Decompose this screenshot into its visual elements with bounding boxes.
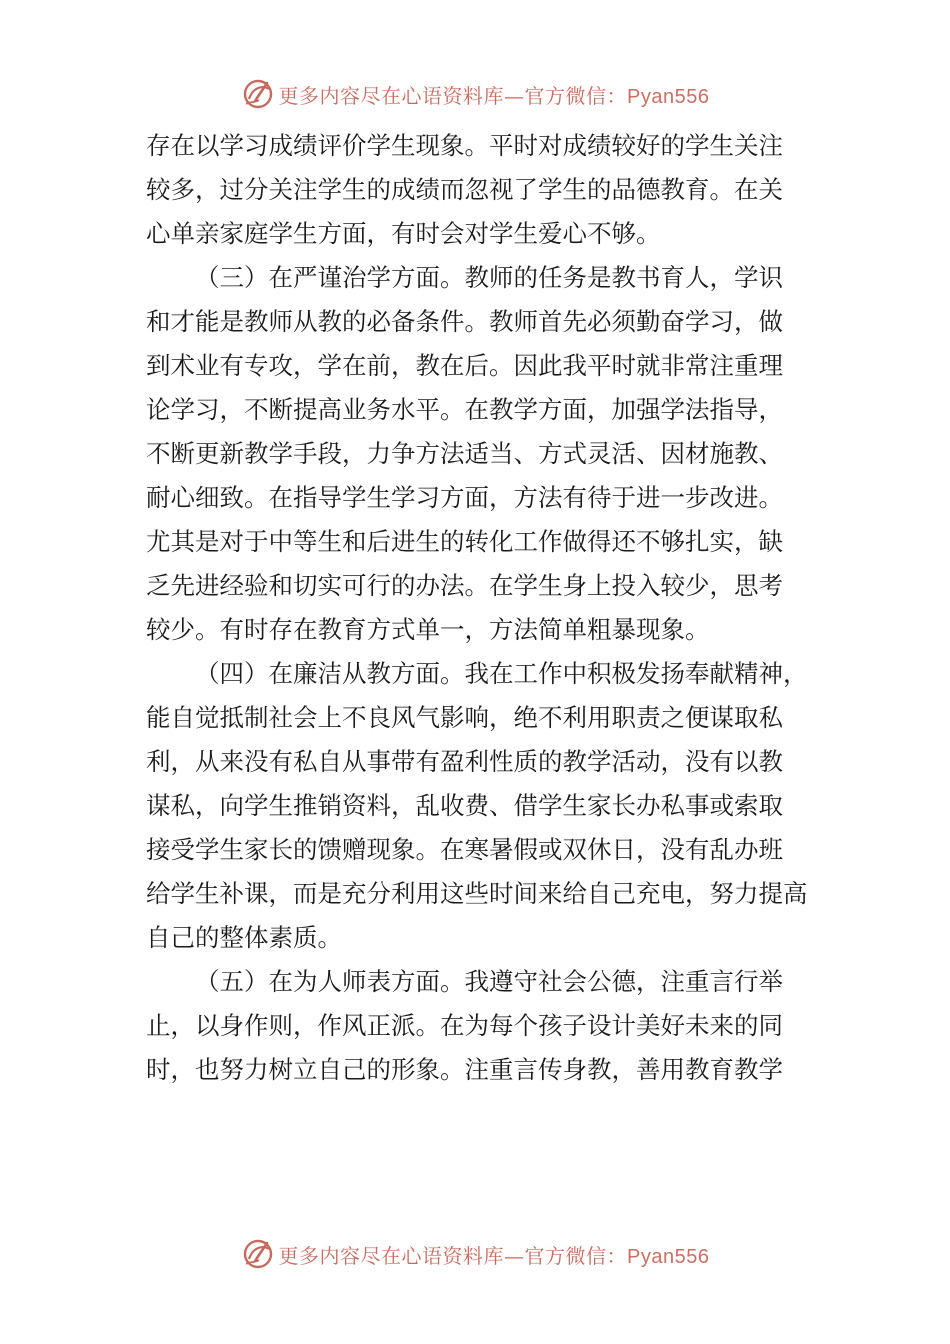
watermark-text: 更多内容尽在心语资料库—官方微信：Pyan556 [278,1243,710,1268]
text-line: 尤其是对于中等生和后进生的转化工作做得还不够扎实，缺 [146,527,783,556]
text-line: 存在以学习成绩评价学生现象。平时对成绩较好的学生关注 [146,131,783,160]
brand-logo-icon [241,77,275,111]
text-line: 到术业有专攻，学在前，教在后。因此我平时就非常注重理 [146,351,783,380]
text-line: 能自觉抵制社会上不良风气影响，绝不利用职责之便谋取私 [146,703,783,732]
text-line: 较少。有时存在教育方式单一，方法简单粗暴现象。 [146,615,710,644]
text-line: （三）在严谨治学方面。教师的任务是教书育人，学识 [195,263,783,292]
text-line: 谋私，向学生推销资料，乱收费、借学生家长办私事或索取 [146,791,783,820]
text-line: 接受学生家长的馈赠现象。在寒暑假或双休日，没有乱办班 [146,835,783,864]
wechat-id: Pyan556 [627,85,710,108]
text-line: 心单亲家庭学生方面，有时会对学生爱心不够。 [146,219,661,248]
brand-logo-icon [241,1237,275,1271]
text-line: 耐心细致。在指导学生学习方面，方法有待于进一步改进。 [146,483,783,512]
text-line: 不断更新教学手段，力争方法适当、方式灵活、因材施教、 [146,439,783,468]
text-line: 利，从来没有私自从事带有盈利性质的教学活动，没有以教 [146,747,783,776]
text-line: 较多，过分关注学生的成绩而忽视了学生的品德教育。在关 [146,175,783,204]
document-body [146,124,826,1092]
text-line: 时，也努力树立自己的形象。注重言传身教，善用教育教学 [146,1055,783,1084]
text-line: 给学生补课，而是充分利用这些时间来给自己充电，努力提高 [146,879,808,908]
text-line: （四）在廉洁从教方面。我在工作中积极发扬奉献精神， [195,659,808,688]
footer-watermark [0,1232,950,1276]
wechat-id: Pyan556 [627,1245,710,1268]
text-line: （五）在为人师表方面。我遵守社会公德，注重言行举 [195,967,783,996]
text-line: 自己的整体素质。 [146,923,342,952]
text-line: 乏先进经验和切实可行的办法。在学生身上投入较少，思考 [146,571,783,600]
text-line: 和才能是教师从教的必备条件。教师首先必须勤奋学习，做 [146,307,783,336]
text-line: 止，以身作则，作风正派。在为每个孩子设计美好未来的同 [146,1011,783,1040]
text-line: 论学习，不断提高业务水平。在教学方面，加强学法指导， [146,395,783,424]
watermark-text: 更多内容尽在心语资料库—官方微信：Pyan556 [278,83,710,108]
header-watermark [0,72,950,116]
